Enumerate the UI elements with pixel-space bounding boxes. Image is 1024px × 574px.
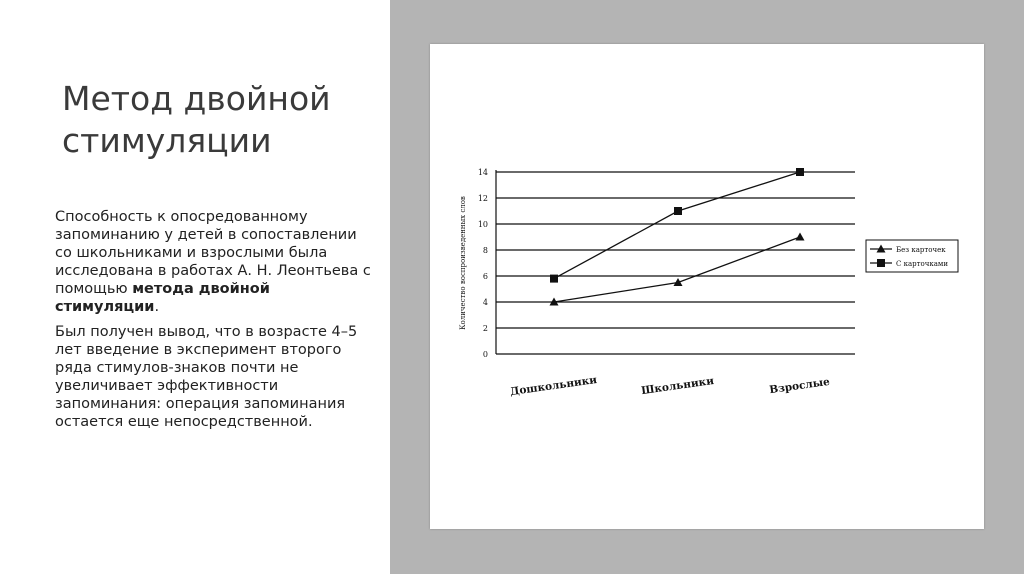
paragraph-1 — [55, 208, 375, 316]
series-line — [554, 172, 800, 279]
y-tick-label: 14 — [477, 168, 488, 177]
x-tick-label: Взрослые — [768, 375, 831, 397]
text-panel — [0, 0, 390, 574]
data-point — [796, 168, 804, 176]
legend-marker — [877, 259, 885, 267]
data-point — [674, 207, 682, 215]
paragraph-2: Был получен вывод, что в возрасте 4–5 лет введение в эксперимент второго ряда стимулов-знаков почти не увеличивает эффективности запоминания: операция запоминания остается еще непосредственной. — [55, 324, 358, 430]
paragraph-1-bold: метода двойной стимуляции — [55, 281, 270, 315]
x-tick-label: Дошкольники — [509, 373, 598, 399]
chart-paper — [430, 44, 984, 529]
y-tick-label: 2 — [482, 324, 488, 333]
y-tick-label: 10 — [477, 220, 488, 229]
y-tick-label: 4 — [482, 298, 488, 307]
line-chart — [430, 44, 984, 529]
title-line-1: Метод двойной — [62, 79, 331, 118]
paragraph-1-text: Способность к опосредованному запоминанию у детей в сопоставлении со школьниками и взрослыми была исследована в работах А. Н. Леонтьева с помощью — [55, 209, 371, 297]
data-point — [550, 275, 558, 283]
legend-label: Без карточек — [896, 246, 946, 254]
y-axis-label: Количество воспроизведенных слов — [459, 196, 467, 330]
y-tick-label: 12 — [477, 194, 488, 203]
legend-label: С карточками — [896, 260, 948, 268]
series-line — [554, 237, 800, 302]
data-point — [796, 233, 805, 241]
x-tick-label: Школьники — [640, 374, 715, 398]
y-tick-label: 0 — [482, 350, 488, 359]
y-tick-label: 6 — [482, 272, 488, 281]
slide-title — [62, 78, 382, 162]
paragraph-1-end: . — [154, 299, 160, 315]
slide-body — [55, 208, 375, 438]
y-tick-label: 8 — [482, 246, 488, 255]
title-line-2: стимуляции — [62, 121, 272, 160]
